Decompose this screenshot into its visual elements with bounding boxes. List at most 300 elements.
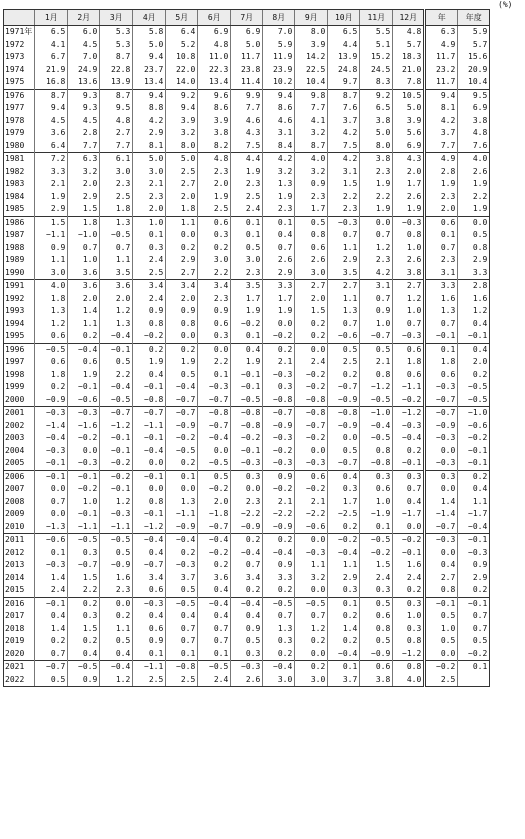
table-cell: −0.2: [328, 534, 360, 547]
row-year: 1979: [4, 127, 35, 140]
table-row: [4, 102, 490, 115]
table-cell: −0.1: [231, 369, 263, 382]
table-cell: −0.9: [35, 394, 68, 407]
table-cell: 2.0: [68, 178, 100, 191]
row-year: 1974: [4, 64, 35, 77]
table-cell: 4.6: [231, 115, 263, 128]
table-cell: 2.6: [231, 674, 263, 687]
table-cell: 0.4: [231, 610, 263, 623]
table-cell: 1.9: [393, 203, 425, 216]
table-cell: 0.7: [458, 623, 490, 636]
table-cell: 0.5: [166, 369, 198, 382]
table-cell: 0.7: [35, 648, 68, 661]
table-row: [4, 369, 490, 382]
table-cell: 4.3: [231, 127, 263, 140]
table-cell: 3.8: [360, 153, 393, 166]
table-cell: 6.4: [35, 140, 68, 153]
table-cell: 2.1: [360, 356, 393, 369]
table-cell: −0.5: [198, 661, 231, 674]
table-cell: −1.1: [133, 661, 166, 674]
table-cell: 3.3: [263, 572, 295, 585]
table-cell: 0.4: [198, 610, 231, 623]
table-row: [4, 432, 490, 445]
table-cell: 0.4: [231, 343, 263, 356]
table-row: [4, 293, 490, 306]
table-cell: 1.9: [35, 191, 68, 204]
table-cell: 2.7: [166, 267, 198, 280]
table-row: [4, 584, 490, 597]
table-cell: 3.1: [328, 166, 360, 179]
table-cell: 1.4: [35, 572, 68, 585]
row-year: 1984: [4, 191, 35, 204]
row-year: 1995: [4, 330, 35, 343]
table-cell: 2.0: [393, 166, 425, 179]
header-year: [4, 10, 35, 26]
table-cell: 2.2: [100, 369, 133, 382]
row-year: 2000: [4, 394, 35, 407]
table-cell: 0.9: [360, 305, 393, 318]
table-row: [4, 229, 490, 242]
table-cell: −0.3: [198, 381, 231, 394]
table-cell: 0.3: [393, 623, 425, 636]
table-cell: 2.9: [263, 267, 295, 280]
table-cell: 2.7: [425, 572, 458, 585]
row-year: 2010: [4, 521, 35, 534]
table-cell: −0.2: [100, 457, 133, 470]
table-cell: 1.6: [393, 559, 425, 572]
table-cell: −0.5: [360, 534, 393, 547]
table-row: [4, 648, 490, 661]
table-cell: 6.1: [100, 153, 133, 166]
table-cell: 2.0: [133, 203, 166, 216]
table-cell: 22.8: [100, 64, 133, 77]
table-cell: 1.9: [263, 191, 295, 204]
row-year: 1980: [4, 140, 35, 153]
table-cell: 6.3: [68, 153, 100, 166]
table-cell: 0.0: [458, 216, 490, 229]
table-cell: 4.1: [295, 115, 328, 128]
table-cell: 13.4: [133, 76, 166, 89]
table-cell: 21.0: [393, 64, 425, 77]
table-cell: 5.7: [393, 39, 425, 52]
table-cell: 0.2: [295, 318, 328, 331]
table-cell: 14.2: [295, 51, 328, 64]
table-cell: 0.5: [328, 343, 360, 356]
table-cell: 0.0: [263, 318, 295, 331]
table-cell: 1.8: [166, 203, 198, 216]
table-cell: 8.0: [360, 140, 393, 153]
table-cell: 8.2: [198, 140, 231, 153]
table-cell: 6.5: [360, 102, 393, 115]
table-cell: 3.0: [263, 674, 295, 687]
table-cell: 5.9: [263, 39, 295, 52]
table-cell: 3.4: [133, 572, 166, 585]
table-cell: 0.7: [360, 229, 393, 242]
table-cell: −0.2: [198, 483, 231, 496]
table-cell: 2.2: [360, 191, 393, 204]
header-col: 12月: [393, 10, 425, 26]
table-cell: 4.6: [263, 115, 295, 128]
table-cell: −0.3: [68, 457, 100, 470]
table-cell: 0.1: [133, 648, 166, 661]
table-cell: −0.1: [133, 470, 166, 483]
table-cell: 0.0: [295, 343, 328, 356]
table-cell: −0.9: [263, 420, 295, 433]
table-cell: 0.9: [263, 559, 295, 572]
table-cell: 3.0: [100, 166, 133, 179]
data-table-container: [3, 9, 490, 687]
table-cell: 0.8: [393, 661, 425, 674]
table-cell: 0.6: [198, 318, 231, 331]
table-cell: 3.2: [263, 166, 295, 179]
table-row: [4, 280, 490, 293]
table-cell: −0.3: [393, 420, 425, 433]
table-cell: 4.8: [100, 115, 133, 128]
table-cell: 3.6: [100, 280, 133, 293]
table-cell: −0.2: [458, 432, 490, 445]
table-cell: −0.5: [231, 394, 263, 407]
table-cell: −0.7: [166, 394, 198, 407]
table-cell: −0.3: [35, 559, 68, 572]
table-cell: −0.2: [295, 369, 328, 382]
table-cell: −0.1: [458, 457, 490, 470]
table-cell: 2.6: [263, 254, 295, 267]
row-year: 2004: [4, 445, 35, 458]
table-cell: 1.9: [166, 356, 198, 369]
table-cell: 0.7: [68, 242, 100, 255]
table-cell: −0.2: [263, 445, 295, 458]
table-cell: 0.6: [198, 216, 231, 229]
table-cell: 21.9: [35, 64, 68, 77]
header-col: 年: [425, 10, 458, 26]
table-cell: −0.8: [231, 420, 263, 433]
table-cell: 2.3: [263, 203, 295, 216]
table-cell: 0.2: [393, 445, 425, 458]
table-cell: 5.0: [133, 39, 166, 52]
table-cell: −0.5: [295, 597, 328, 610]
table-cell: −0.2: [198, 547, 231, 560]
table-cell: 0.2: [198, 242, 231, 255]
table-cell: 3.6: [68, 267, 100, 280]
table-cell: 5.2: [166, 39, 198, 52]
table-cell: 2.9: [166, 254, 198, 267]
table-cell: 0.6: [360, 610, 393, 623]
table-cell: 1.2: [458, 305, 490, 318]
table-cell: 2.3: [198, 293, 231, 306]
table-cell: 5.0: [166, 153, 198, 166]
table-cell: −0.2: [263, 483, 295, 496]
table-row: [4, 267, 490, 280]
table-cell: 4.8: [198, 39, 231, 52]
table-cell: 1.4: [35, 623, 68, 636]
table-cell: 1.8: [35, 369, 68, 382]
table-cell: 0.2: [295, 330, 328, 343]
table-cell: 1.9: [133, 356, 166, 369]
table-cell: 2.4: [231, 203, 263, 216]
table-cell: 0.2: [295, 635, 328, 648]
table-cell: 1.8: [35, 293, 68, 306]
table-cell: 2.6: [393, 254, 425, 267]
table-cell: −0.8: [166, 661, 198, 674]
table-cell: −0.5: [68, 661, 100, 674]
row-year: 1973: [4, 51, 35, 64]
table-cell: 5.0: [360, 127, 393, 140]
table-cell: 0.7: [458, 610, 490, 623]
table-cell: −0.7: [198, 394, 231, 407]
table-row: [4, 64, 490, 77]
table-cell: 2.0: [198, 496, 231, 509]
table-cell: 1.7: [231, 293, 263, 306]
table-cell: 1.3: [35, 305, 68, 318]
table-cell: −0.1: [35, 470, 68, 483]
table-cell: −0.5: [35, 343, 68, 356]
table-cell: 2.6: [458, 166, 490, 179]
table-cell: 2.3: [100, 178, 133, 191]
table-cell: −1.2: [393, 648, 425, 661]
table-row: [4, 483, 490, 496]
table-cell: 1.1: [68, 318, 100, 331]
table-cell: 1.5: [295, 305, 328, 318]
table-cell: 0.0: [100, 597, 133, 610]
table-cell: 23.2: [425, 64, 458, 77]
table-cell: 4.0: [35, 280, 68, 293]
row-year: 2013: [4, 559, 35, 572]
table-cell: 2.5: [166, 166, 198, 179]
table-cell: 3.8: [360, 674, 393, 687]
table-cell: 2.1: [295, 496, 328, 509]
table-cell: 2.4: [198, 674, 231, 687]
table-cell: −0.4: [231, 597, 263, 610]
table-cell: 2.0: [100, 293, 133, 306]
table-cell: 4.1: [35, 39, 68, 52]
table-cell: −0.2: [231, 432, 263, 445]
table-cell: 2.3: [198, 166, 231, 179]
row-year: 2016: [4, 597, 35, 610]
table-cell: 1.1: [295, 559, 328, 572]
table-cell: 0.6: [133, 623, 166, 636]
table-cell: −0.1: [458, 330, 490, 343]
table-cell: 6.9: [198, 26, 231, 39]
table-cell: 1.9: [231, 305, 263, 318]
table-row: [4, 623, 490, 636]
table-cell: 4.0: [295, 153, 328, 166]
row-year: 1977: [4, 102, 35, 115]
table-cell: 0.2: [328, 369, 360, 382]
table-cell: 2.1: [133, 178, 166, 191]
table-row: [4, 51, 490, 64]
table-cell: 6.4: [166, 26, 198, 39]
table-cell: 1.0: [68, 496, 100, 509]
table-cell: −2.5: [328, 508, 360, 521]
table-cell: 1.5: [360, 559, 393, 572]
table-cell: −0.2: [100, 470, 133, 483]
header-col: 9月: [295, 10, 328, 26]
table-cell: 7.0: [68, 51, 100, 64]
table-cell: 0.8: [360, 369, 393, 382]
table-cell: −0.2: [295, 432, 328, 445]
table-cell: −0.2: [458, 648, 490, 661]
table-cell: 1.9: [231, 166, 263, 179]
table-cell: 2.2: [458, 191, 490, 204]
table-cell: 0.0: [68, 445, 100, 458]
table-cell: −0.5: [360, 394, 393, 407]
table-cell: −1.0: [360, 407, 393, 420]
table-cell: −2.2: [231, 508, 263, 521]
table-cell: 0.0: [425, 547, 458, 560]
table-cell: −0.4: [166, 381, 198, 394]
table-cell: −0.1: [100, 432, 133, 445]
table-cell: 5.8: [133, 26, 166, 39]
table-cell: 1.5: [68, 572, 100, 585]
table-cell: 0.5: [360, 635, 393, 648]
table-cell: −0.7: [198, 420, 231, 433]
table-cell: 8.7: [35, 89, 68, 102]
table-cell: 0.3: [393, 597, 425, 610]
table-cell: 8.7: [100, 51, 133, 64]
table-cell: 2.3: [360, 166, 393, 179]
table-cell: 0.2: [263, 584, 295, 597]
table-cell: 3.0: [231, 254, 263, 267]
header-col: 3月: [100, 10, 133, 26]
table-cell: 1.3: [263, 623, 295, 636]
table-cell: −0.5: [68, 534, 100, 547]
table-cell: −1.9: [360, 508, 393, 521]
table-cell: 13.6: [68, 76, 100, 89]
table-cell: 1.9: [360, 203, 393, 216]
table-cell: −0.2: [68, 483, 100, 496]
table-cell: −0.4: [328, 547, 360, 560]
table-cell: 10.8: [166, 51, 198, 64]
table-cell: −0.3: [263, 457, 295, 470]
table-cell: 16.8: [35, 76, 68, 89]
table-row: [4, 343, 490, 356]
table-cell: 2.9: [68, 191, 100, 204]
table-cell: 7.7: [295, 102, 328, 115]
table-cell: 0.2: [328, 635, 360, 648]
table-cell: 2.8: [425, 166, 458, 179]
table-cell: 15.2: [360, 51, 393, 64]
table-cell: 0.0: [166, 229, 198, 242]
table-cell: −0.8: [133, 394, 166, 407]
table-cell: 0.2: [328, 521, 360, 534]
table-cell: 0.2: [231, 584, 263, 597]
table-cell: −0.7: [68, 559, 100, 572]
table-cell: 7.6: [328, 102, 360, 115]
row-year: 1987: [4, 229, 35, 242]
table-cell: 0.6: [360, 661, 393, 674]
table-cell: −0.3: [100, 508, 133, 521]
table-cell: 0.6: [35, 356, 68, 369]
table-cell: 2.7: [328, 280, 360, 293]
table-cell: 0.1: [198, 369, 231, 382]
table-cell: −0.9: [166, 420, 198, 433]
table-cell: −0.7: [166, 407, 198, 420]
table-cell: 0.9: [166, 305, 198, 318]
table-cell: 13.4: [198, 76, 231, 89]
table-cell: 1.7: [295, 203, 328, 216]
table-cell: 0.5: [360, 597, 393, 610]
table-cell: 0.2: [393, 584, 425, 597]
table-cell: 2.4: [360, 572, 393, 585]
table-cell: 0.5: [231, 635, 263, 648]
table-cell: −0.1: [133, 508, 166, 521]
row-year: 1989: [4, 254, 35, 267]
table-cell: 0.0: [425, 483, 458, 496]
table-cell: 1.2: [360, 242, 393, 255]
table-cell: 9.2: [360, 89, 393, 102]
table-cell: 0.2: [198, 559, 231, 572]
row-year: 1991: [4, 280, 35, 293]
table-cell: 8.1: [133, 140, 166, 153]
table-cell: 0.5: [425, 635, 458, 648]
table-cell: 3.1: [263, 127, 295, 140]
table-cell: 9.4: [35, 102, 68, 115]
table-cell: −1.1: [393, 381, 425, 394]
table-cell: 0.4: [68, 648, 100, 661]
table-cell: 0.2: [166, 242, 198, 255]
table-cell: 2.5: [328, 356, 360, 369]
row-year: 1998: [4, 369, 35, 382]
table-cell: 1.4: [328, 623, 360, 636]
row-year: 2012: [4, 547, 35, 560]
table-cell: 2.5: [100, 191, 133, 204]
table-row: [4, 597, 490, 610]
table-cell: 0.2: [35, 381, 68, 394]
table-cell: 0.9: [263, 470, 295, 483]
table-cell: 2.6: [295, 254, 328, 267]
row-year: 1997: [4, 356, 35, 369]
table-cell: −0.7: [198, 521, 231, 534]
table-cell: 9.8: [295, 89, 328, 102]
table-cell: 2.9: [35, 203, 68, 216]
table-cell: −0.3: [35, 407, 68, 420]
table-cell: 0.1: [425, 229, 458, 242]
table-cell: 0.2: [231, 534, 263, 547]
row-year: 2005: [4, 457, 35, 470]
table-cell: 0.8: [166, 318, 198, 331]
table-cell: 9.3: [68, 102, 100, 115]
table-row: [4, 559, 490, 572]
table-cell: −0.7: [295, 420, 328, 433]
row-year: 2001: [4, 407, 35, 420]
table-cell: 4.9: [425, 153, 458, 166]
table-cell: −0.4: [458, 521, 490, 534]
table-cell: 3.6: [198, 572, 231, 585]
table-cell: −0.2: [263, 330, 295, 343]
table-cell: 0.3: [393, 470, 425, 483]
table-cell: 4.9: [425, 39, 458, 52]
table-row: [4, 140, 490, 153]
table-cell: −0.7: [328, 457, 360, 470]
table-cell: 1.1: [328, 242, 360, 255]
table-cell: 4.5: [68, 115, 100, 128]
table-cell: 0.7: [166, 623, 198, 636]
table-cell: 0.7: [393, 483, 425, 496]
table-cell: 0.3: [360, 584, 393, 597]
table-cell: 4.5: [35, 115, 68, 128]
table-cell: 1.9: [68, 369, 100, 382]
table-cell: 1.3: [100, 216, 133, 229]
table-cell: 0.0: [166, 330, 198, 343]
table-cell: 6.9: [231, 26, 263, 39]
table-cell: 2.9: [458, 572, 490, 585]
table-cell: 0.6: [133, 584, 166, 597]
table-cell: 3.2: [295, 572, 328, 585]
table-cell: −0.3: [295, 457, 328, 470]
table-cell: 0.7: [425, 318, 458, 331]
table-cell: 22.0: [166, 64, 198, 77]
table-cell: −1.2: [100, 420, 133, 433]
